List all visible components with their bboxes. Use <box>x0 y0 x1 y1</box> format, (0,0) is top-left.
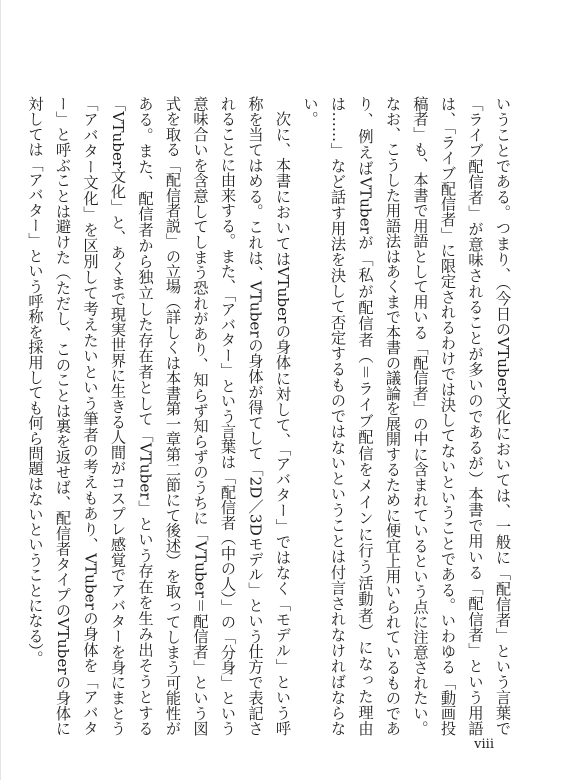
vertical-body-text <box>26 96 516 736</box>
paragraph-2: 次に、本書においてはVTuberの身体に対して、「アバター」ではなく「モデル」という呼称を当てはめる。これは、VTuberの身体が得てして「2D／3Dモデル」という仕方で表記されることに由来する。また、「アバター」という言葉は「配信者（中の人）」の「分身」という意味合いを含意してしまう恐れがあり、知らず知らずのうちに「VTuber＝配信者」という図式を取る「配信者説」の立場（詳しくは本書第一章第二節にて後述）を取ってしまう可能性がある。また、配信者から独立した存在者として「VTuber」という存在を生み出そうとする「VTuber文化」と、あくまで現実世界に生きる人間がコスプレ感覚でアバターを身にまとう「アバター文化」を区別して考えたいという筆者の考えもあり、VTuberの身体を「アバター」と呼ぶことは避けた（ただし、このことは裏を返せば、配信者タイプのVTuberの身体に対しては「アバター」という呼称を採用しても何ら問題はないということになる）。 <box>26 96 292 736</box>
paragraph-1: いうことである。つまり、（今日のVTuber文化においては、一般に「配信者」という言葉で「ライブ配信者」が意味されることが多いのであるが）本書で用いる「配信者」という用語は、「ライブ配信者」に限定されるわけでは決してないということである。いわゆる「動画投稿者」も、本書で用語として用いる「配信者」の中に含まれているという点に注意されたい。なお、こうした用語法はあくまで本書の議論を展開するために便宜上用いられているものであり、例えばVTuberが「私が配信者（＝ライブ配信をメインに行う活動者）になった理由は……」など話す用法を決して否定するものではないということは付言されなければならない。 <box>301 96 512 736</box>
page-number: viii <box>474 737 494 752</box>
